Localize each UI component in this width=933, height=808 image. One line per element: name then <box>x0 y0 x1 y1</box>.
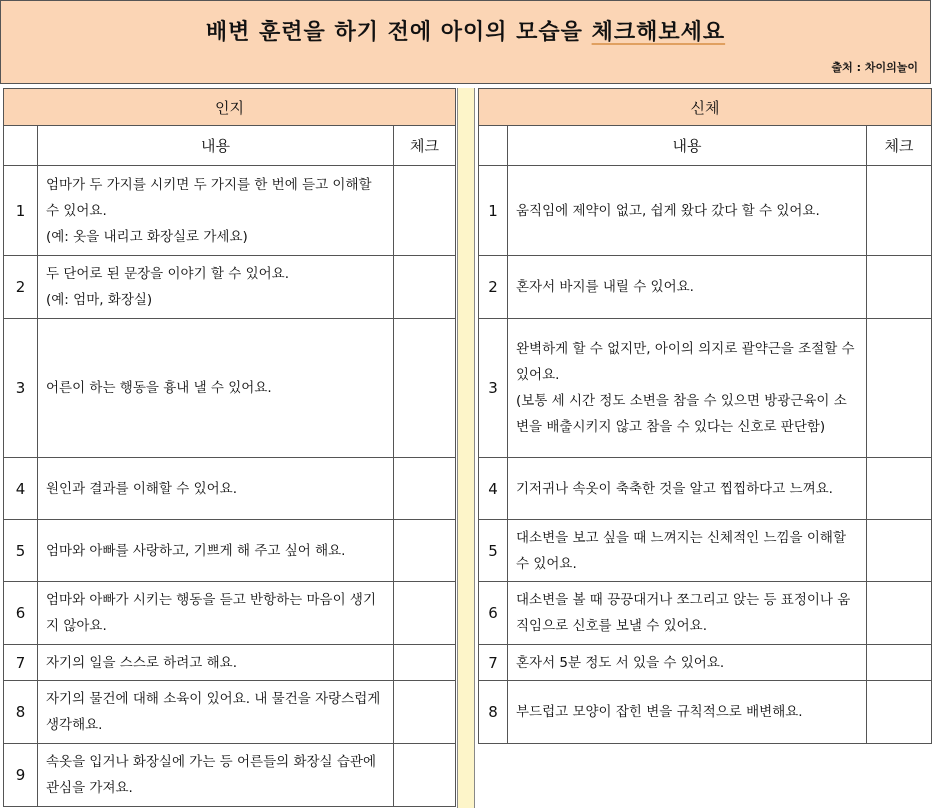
check-cell[interactable] <box>394 744 456 807</box>
check-cell[interactable] <box>867 520 932 582</box>
check-cell[interactable] <box>394 458 456 520</box>
row-number: 1 <box>4 166 38 256</box>
row-text: 대소변을 보고 싶을 때 느껴지는 신체적인 느낌을 이해할 수 있어요. <box>508 520 867 582</box>
row-text: 자기의 물건에 대해 소육이 있어요. 내 물건을 자랑스럽게 생각해요. <box>38 681 394 744</box>
row-text: 원인과 결과를 이해할 수 있어요. <box>38 458 394 520</box>
check-cell[interactable] <box>394 681 456 744</box>
row-text: 속옷을 입거나 화장실에 가는 등 어른들의 화장실 습관에 관심을 가져요. <box>38 744 394 807</box>
header-content: 내용 <box>508 126 867 166</box>
header-number <box>4 126 38 166</box>
row-text: 엄마가 두 가지를 시키면 두 가지를 한 번에 듣고 이해할 수 있어요. (예: 옷을 내리고 화장실로 가세요) <box>38 166 394 256</box>
row-text: 대소변을 볼 때 끙끙대거나 쪼그리고 앉는 등 표정이나 움직임으로 신호를 보낼 수 있어요. <box>508 582 867 645</box>
check-cell[interactable] <box>394 319 456 458</box>
title-text: 배변 훈련을 하기 전에 아이의 모습을 <box>205 20 592 45</box>
row-text: 완벽하게 할 수 없지만, 아이의 의지로 괄약근을 조절할 수 있어요. (보통 세 시간 정도 소변을 참을 수 있으면 방광근육이 소변을 배출시키지 않고 참을 수 있다는 신호로 판단함) <box>508 319 867 458</box>
row-text: 혼자서 5분 정도 서 있을 수 있어요. <box>508 645 867 681</box>
row-number: 7 <box>479 645 508 681</box>
row-text: 두 단어로 된 문장을 이야기 할 수 있어요. (예: 엄마, 화장실) <box>38 256 394 319</box>
row-number: 3 <box>4 319 38 458</box>
row-text: 부드럽고 모양이 잡힌 변을 규칙적으로 배변해요. <box>508 681 867 744</box>
check-cell[interactable] <box>394 520 456 582</box>
header-content: 내용 <box>38 126 394 166</box>
check-cell[interactable] <box>867 681 932 744</box>
header-number <box>479 126 508 166</box>
section-title-cognitive: 인지 <box>4 89 456 126</box>
row-number: 5 <box>4 520 38 582</box>
row-number: 2 <box>479 256 508 319</box>
row-number: 8 <box>479 681 508 744</box>
source-credit: 출처 : 차이의놀이 <box>831 61 918 74</box>
check-cell[interactable] <box>394 166 456 256</box>
cognitive-table <box>3 88 456 807</box>
header-banner <box>0 0 931 84</box>
row-number: 3 <box>479 319 508 458</box>
row-number: 8 <box>4 681 38 744</box>
row-number: 4 <box>479 458 508 520</box>
row-text: 어른이 하는 행동을 흉내 낼 수 있어요. <box>38 319 394 458</box>
section-title-physical: 신체 <box>479 89 932 126</box>
header-check: 체크 <box>867 126 932 166</box>
check-cell[interactable] <box>867 256 932 319</box>
header-check: 체크 <box>394 126 456 166</box>
row-number: 5 <box>479 520 508 582</box>
check-cell[interactable] <box>867 645 932 681</box>
check-cell[interactable] <box>394 645 456 681</box>
row-number: 2 <box>4 256 38 319</box>
page-title <box>1 15 930 46</box>
row-number: 7 <box>4 645 38 681</box>
check-cell[interactable] <box>394 256 456 319</box>
row-text: 혼자서 바지를 내릴 수 있어요. <box>508 256 867 319</box>
check-cell[interactable] <box>394 582 456 645</box>
row-text: 움직임에 제약이 없고, 쉽게 왔다 갔다 할 수 있어요. <box>508 166 867 256</box>
row-number: 6 <box>4 582 38 645</box>
row-text: 기저귀나 속옷이 축축한 것을 알고 찝찝하다고 느껴요. <box>508 458 867 520</box>
row-number: 6 <box>479 582 508 645</box>
check-cell[interactable] <box>867 319 932 458</box>
column-divider <box>457 88 475 808</box>
physical-table <box>478 88 932 744</box>
row-number: 9 <box>4 744 38 807</box>
row-text: 엄마와 아빠가 시키는 행동을 듣고 반항하는 마음이 생기지 않아요. <box>38 582 394 645</box>
row-number: 4 <box>4 458 38 520</box>
row-text: 자기의 일을 스스로 하려고 해요. <box>38 645 394 681</box>
check-cell[interactable] <box>867 582 932 645</box>
check-cell[interactable] <box>867 166 932 256</box>
title-highlight: 체크해보세요 <box>591 20 726 45</box>
check-cell[interactable] <box>867 458 932 520</box>
row-text: 엄마와 아빠를 사랑하고, 기쁘게 해 주고 싶어 해요. <box>38 520 394 582</box>
row-number: 1 <box>479 166 508 256</box>
